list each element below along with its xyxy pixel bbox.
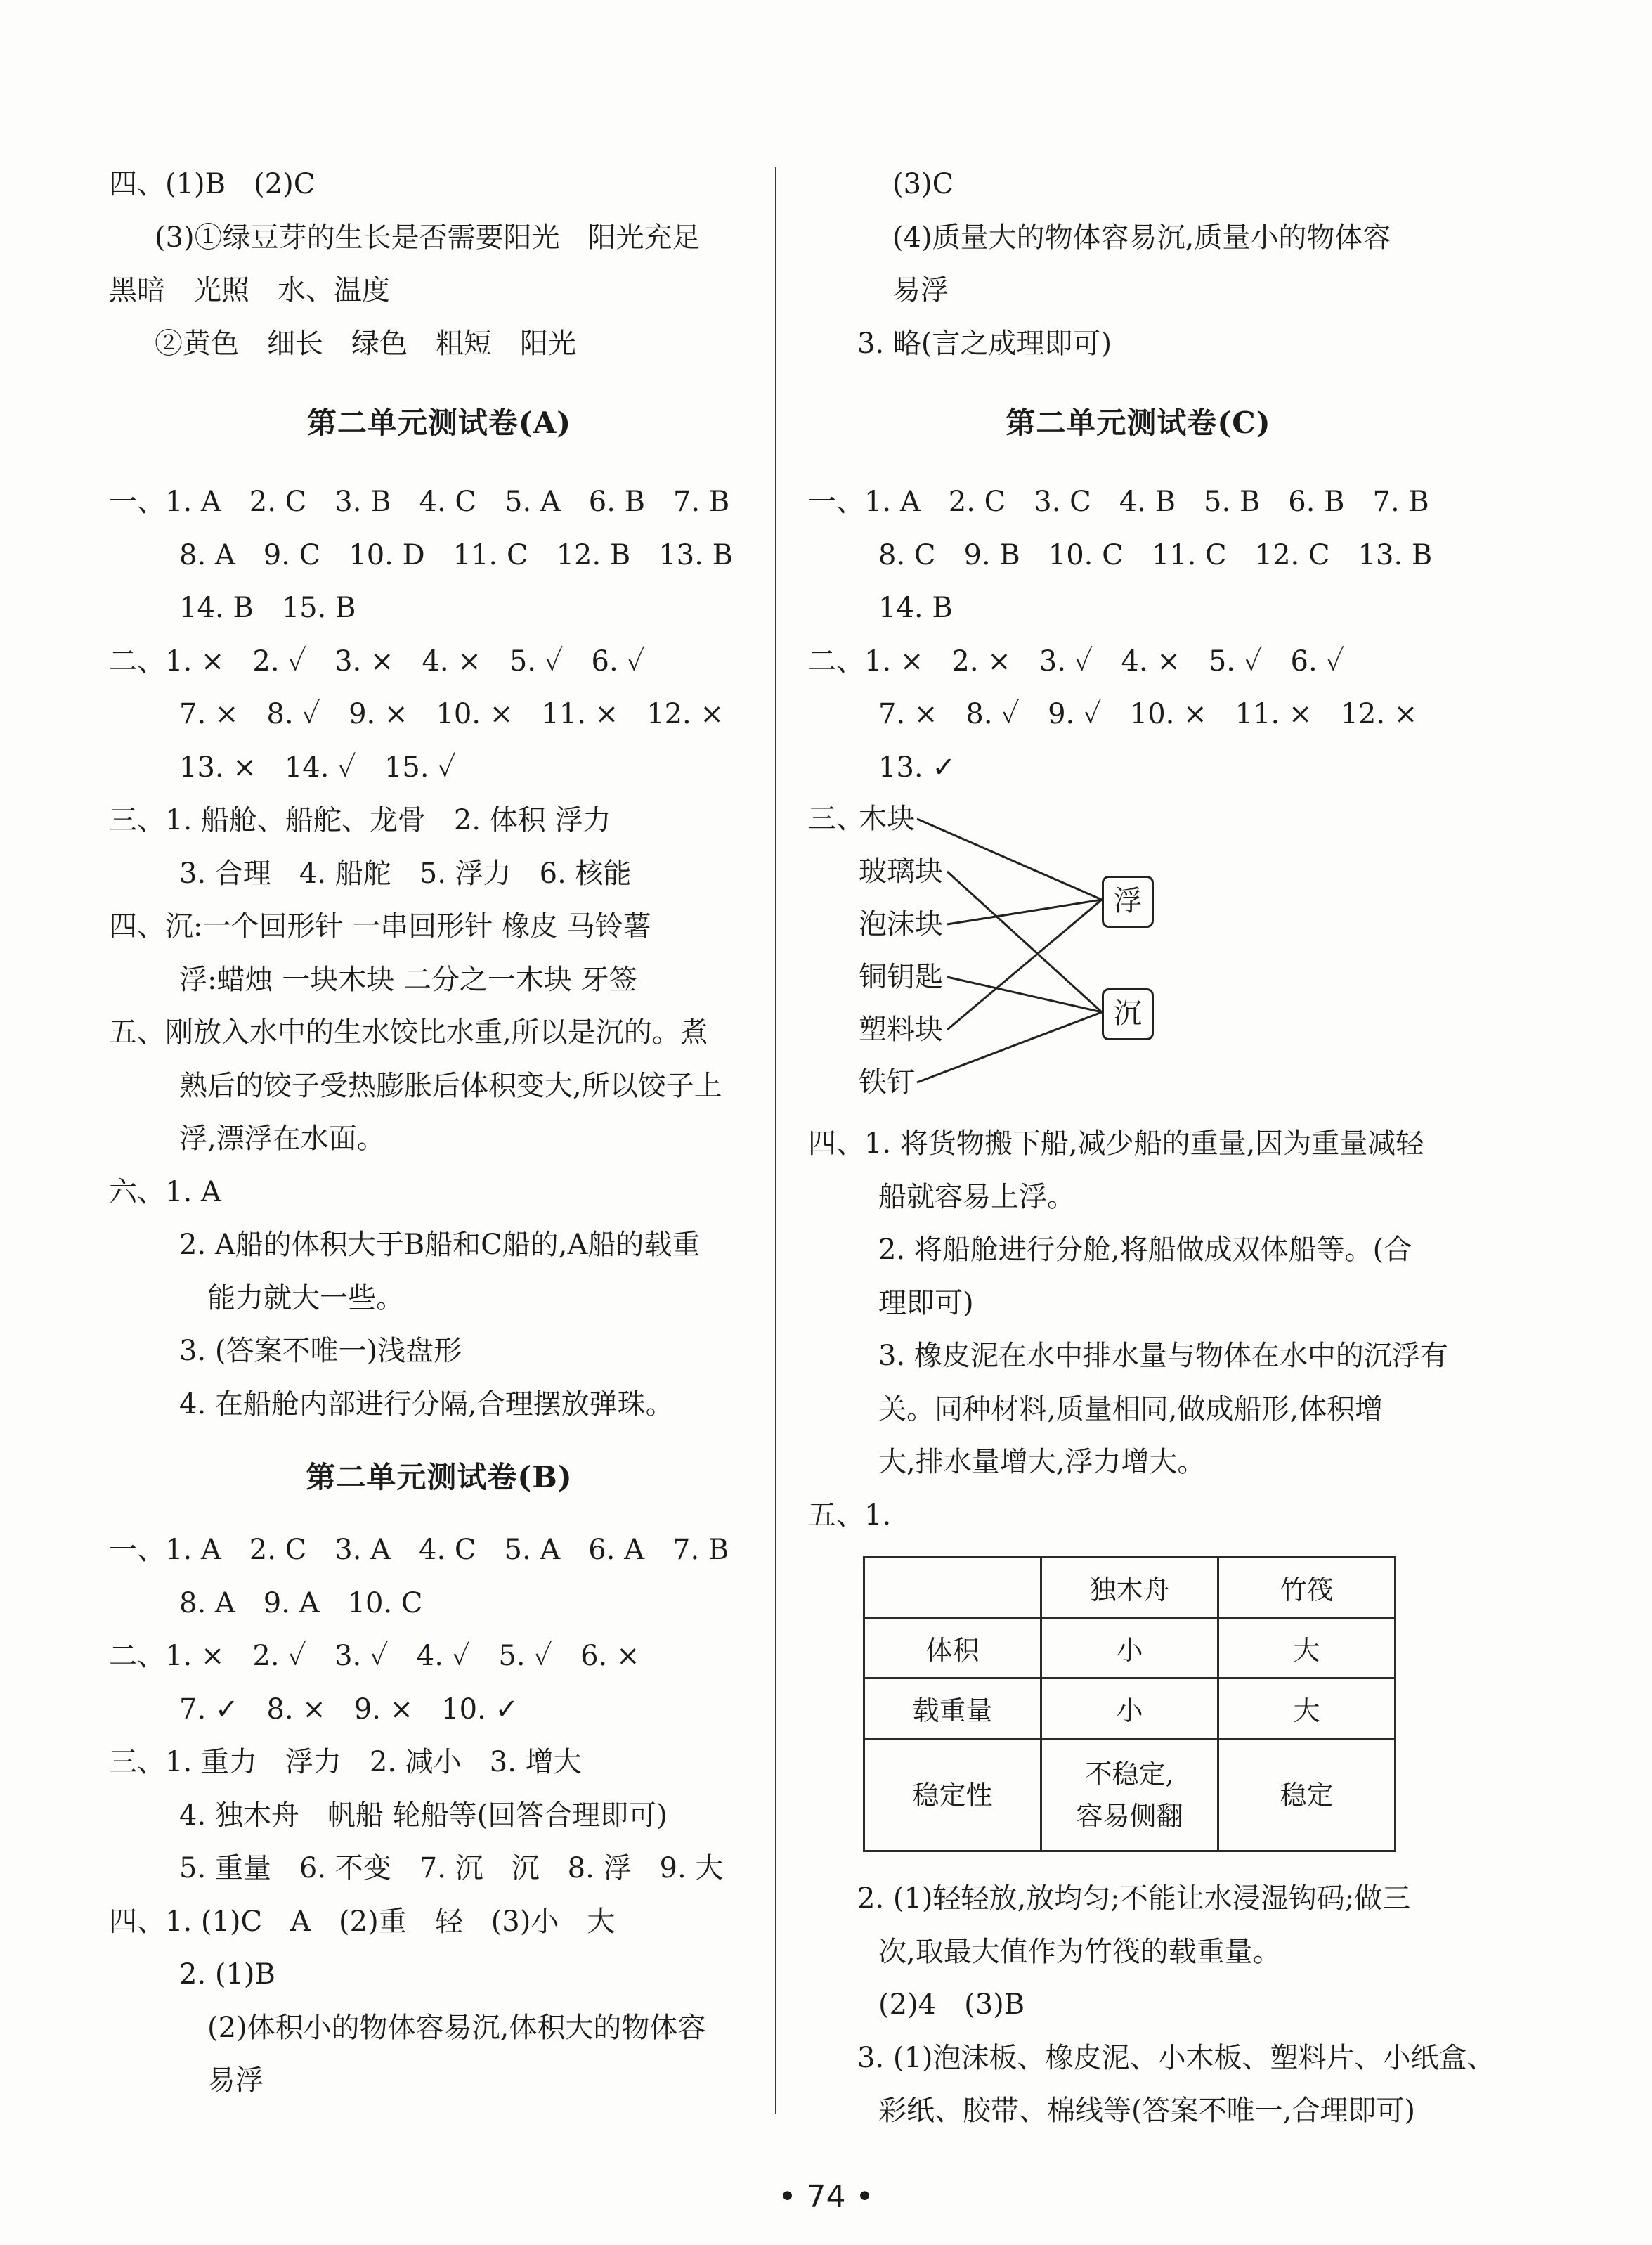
section-title-test-a: 第二单元测试卷(A) [306, 406, 572, 440]
match-item: 木块 [859, 803, 915, 835]
answer-line: 黑暗 光照 水、温度 [109, 274, 390, 306]
answer-line: 六、1. A [109, 1175, 221, 1208]
answer-line: 2. A船的体积大于B船和C船的,A船的载重 [179, 1229, 701, 1261]
section-title-test-b: 第二单元测试卷(B) [306, 1460, 573, 1494]
answer-line: 二、1. × 2. ✓ 3. × 4. × 5. ✓ 6. ✓ [109, 645, 646, 678]
answer-line: 熟后的饺子受热膨胀后体积变大,所以饺子上 [179, 1069, 722, 1102]
table-cell: 体积 [864, 1618, 1041, 1678]
table-cell: 大 [1218, 1678, 1396, 1739]
answer-line: 三、1. 重力 浮力 2. 减小 3. 增大 [109, 1746, 582, 1778]
match-line [947, 900, 1102, 924]
table-cell: 小 [1041, 1618, 1218, 1678]
match-item: 铁钉 [859, 1066, 915, 1099]
table-row [864, 1558, 1396, 1618]
section-prefix: 三、 [808, 803, 864, 835]
answer-line: 2. (1)轻轻放,放均匀;不能让水浸湿钩码;做三 [857, 1882, 1411, 1915]
matching-lines [808, 794, 1300, 1118]
answer-line: 大,排水量增大,浮力增大。 [878, 1446, 1206, 1478]
answer-line: 浮,漂浮在水面。 [179, 1122, 385, 1155]
answer-line: 4. 独木舟 帆船 轮船等(回答合理即可) [179, 1799, 668, 1832]
answer-line: 四、1. (1)C A (2)重 轻 (3)小 大 [109, 1905, 616, 1938]
answer-line: 7. ✓ 8. × 9. × 10. ✓ [179, 1693, 519, 1726]
table-row [864, 1739, 1396, 1851]
match-line [917, 1012, 1102, 1082]
sink-box: 沉 [1102, 988, 1154, 1040]
answer-line: (3)C [892, 168, 954, 200]
answer-line: 四、(1)B (2)C [109, 168, 316, 200]
answer-line: (2)体积小的物体容易沉,体积大的物体容 [207, 2011, 706, 2044]
answer-line: 7. × 8. ✓ 9. ✓ 10. × 11. × 12. × [878, 698, 1418, 730]
table-row [864, 1678, 1396, 1739]
match-line [947, 900, 1102, 1030]
answer-line: 7. × 8. ✓ 9. × 10. × 11. × 12. × [179, 698, 724, 730]
answer-line: 3. 略(言之成理即可) [857, 327, 1112, 360]
answer-line: 3. (答案不唯一)浅盘形 [179, 1335, 462, 1367]
answer-line: 14. B [878, 592, 953, 624]
answer-line: 2. (1)B [179, 1958, 275, 1991]
match-line [917, 819, 1102, 900]
answer-line: (4)质量大的物体容易沉,质量小的物体容 [892, 221, 1391, 254]
answer-line: 13. ✓ [878, 751, 956, 784]
comparison-table [863, 1556, 1396, 1852]
table-cell: 大 [1218, 1618, 1396, 1678]
stability-line1: 不稳定, [1085, 1758, 1174, 1790]
answer-line: 一、1. A 2. C 3. C 4. B 5. B 6. B 7. B [808, 486, 1429, 518]
answer-line: ②黄色 细长 绿色 粗短 阳光 [155, 327, 576, 360]
answer-line: 3. 合理 4. 船舵 5. 浮力 6. 核能 [179, 857, 632, 890]
match-line [947, 872, 1102, 1012]
left-column [109, 158, 769, 2108]
answer-line: 四、1. 将货物搬下船,减少船的重量,因为重量减轻 [808, 1127, 1424, 1160]
answer-line: 二、1. × 2. × 3. ✓ 4. × 5. ✓ 6. ✓ [808, 645, 1345, 678]
match-item: 铜钥匙 [859, 961, 943, 993]
answer-line: 易浮 [207, 2064, 264, 2097]
match-item: 塑料块 [859, 1014, 943, 1046]
answer-line: 五、1. [808, 1499, 892, 1532]
answer-line: 二、1. × 2. ✓ 3. ✓ 4. ✓ 5. ✓ 6. × [109, 1640, 640, 1672]
answer-line: 理即可) [878, 1286, 974, 1319]
answer-line: 13. × 14. ✓ 15. ✓ [179, 751, 457, 784]
answer-line: 易浮 [892, 274, 949, 306]
answer-line: 四、沉:一个回形针 一串回形针 橡皮 马铃薯 [109, 910, 651, 943]
answer-line: 船就容易上浮。 [878, 1180, 1075, 1213]
table-cell: 竹筏 [1218, 1558, 1396, 1618]
table-cell [864, 1558, 1041, 1618]
answer-line: 五、刚放入水中的生水饺比水重,所以是沉的。煮 [109, 1016, 708, 1049]
match-line [947, 977, 1102, 1012]
column-divider [775, 167, 776, 2114]
stability-line2: 容易侧翻 [1076, 1800, 1183, 1832]
answer-line: 5. 重量 6. 不变 7. 沉 沉 8. 浮 9. 大 [179, 1852, 724, 1884]
table-cell: 小 [1041, 1678, 1218, 1739]
answer-line: 关。同种材料,质量相同,做成船形,体积增 [878, 1392, 1384, 1425]
table-cell: 稳定性 [864, 1739, 1041, 1851]
answer-line: 14. B 15. B [179, 592, 356, 624]
answer-line: (3)①绿豆芽的生长是否需要阳光 阳光充足 [155, 221, 701, 254]
answer-line: 3. (1)泡沫板、橡皮泥、小木板、塑料片、小纸盒、 [857, 2041, 1495, 2074]
answer-line: 8. A 9. A 10. C [179, 1586, 423, 1619]
answer-line: 4. 在船舱内部进行分隔,合理摆放弹珠。 [179, 1387, 674, 1421]
comparison-table-wrap [808, 1556, 1469, 1872]
table-cell: 稳定 [1218, 1739, 1396, 1851]
table-cell: 载重量 [864, 1678, 1041, 1739]
answer-line: (2)4 (3)B [878, 1988, 1025, 2021]
page-number: • 74 • [778, 2179, 874, 2215]
answer-line: 3. 橡皮泥在水中排水量与物体在水中的沉浮有 [878, 1340, 1448, 1372]
match-item: 泡沫块 [859, 908, 943, 940]
matching-diagram [808, 794, 1469, 1118]
answer-line: 2. 将船舱进行分舱,将船做成双体船等。(合 [878, 1234, 1412, 1266]
right-column [808, 158, 1495, 2138]
answer-line: 8. A 9. C 10. D 11. C 12. B 13. B [179, 538, 734, 571]
answer-line: 能力就大一些。 [207, 1281, 404, 1314]
answer-line: 8. C 9. B 10. C 11. C 12. C 13. B [878, 538, 1433, 571]
answer-line: 浮:蜡烛 一块木块 二分之一木块 牙签 [179, 963, 637, 996]
match-item: 玻璃块 [859, 855, 943, 888]
table-row [864, 1618, 1396, 1678]
answer-line: 一、1. A 2. C 3. B 4. C 5. A 6. B 7. B [109, 486, 730, 518]
table-cell-stability [1041, 1739, 1218, 1851]
answer-line: 三、1. 船舱、船舵、龙骨 2. 体积 浮力 [109, 804, 611, 836]
section-title-test-c: 第二单元测试卷(C) [1006, 406, 1271, 440]
float-box: 浮 [1102, 876, 1154, 928]
answer-line: 次,取最大值作为竹筏的载重量。 [878, 1935, 1281, 1968]
answer-line: 一、1. A 2. C 3. A 4. C 5. A 6. A 7. B [109, 1534, 729, 1566]
answer-line: 彩纸、胶带、棉线等(答案不唯一,合理即可) [878, 2095, 1415, 2127]
table-cell: 独木舟 [1041, 1558, 1218, 1618]
